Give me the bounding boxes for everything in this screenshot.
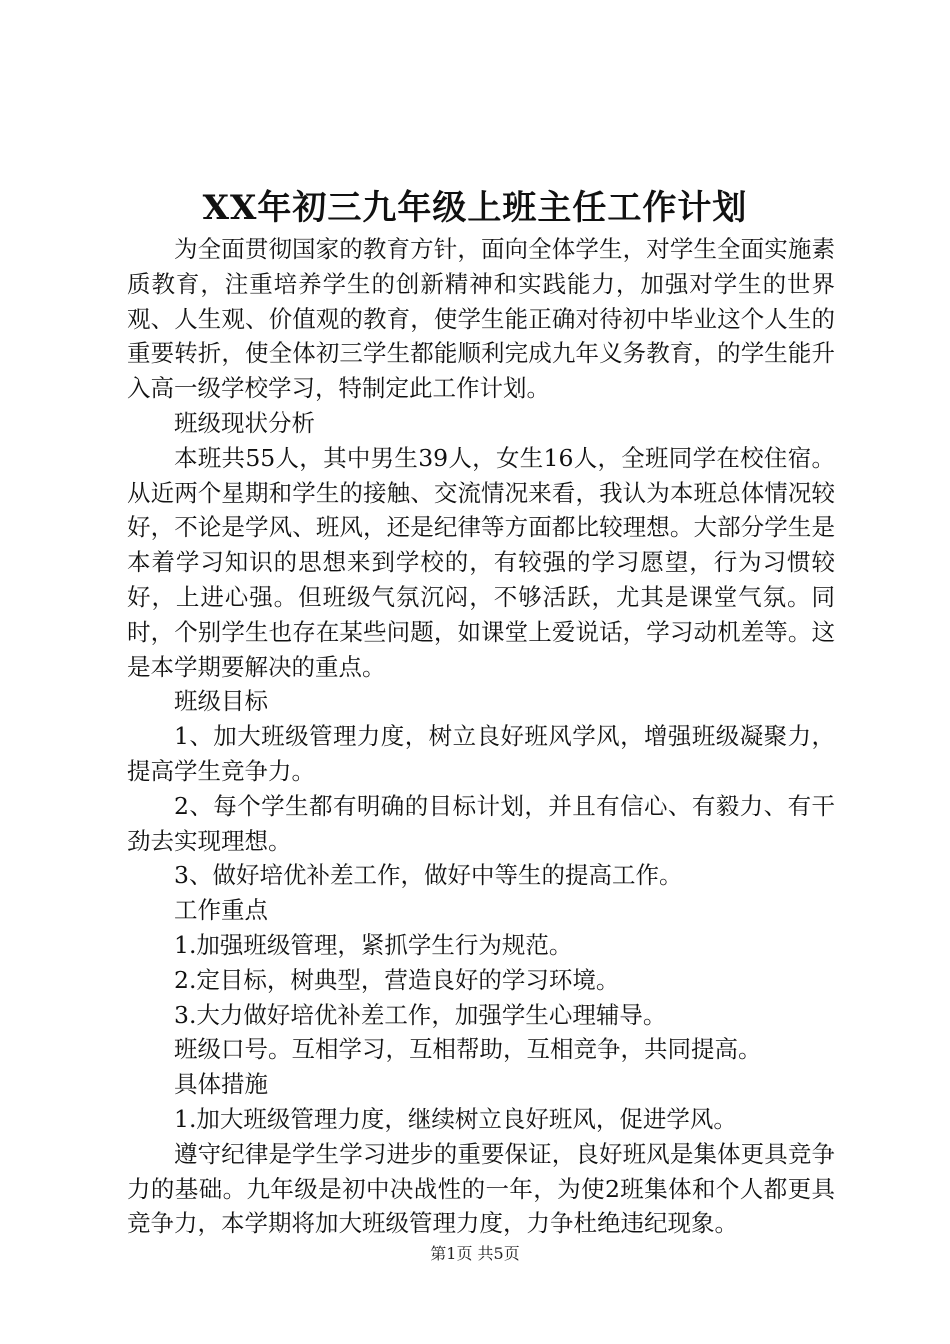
heading-work-focus: 工作重点 <box>174 896 268 925</box>
paragraph-class-status: 本班共55人，其中男生39人，女生16人，全班同学在校住宿。从近两个星期和学生的接触、交流情况来看，我认为本班总体情况较好，不论是学风、班风，还是纪律等方面都比较理想。大部分学生是本着学习知识的思想来到学校的，有较强的学习愿望，行为习惯较好，上进心强。但班级气氛沉闷，不够活跃，尤其是课堂气氛。同时，个别学生也存在某些问题，如课堂上爱说话，学习动机差等。这是本学期要解决的重点。 <box>127 443 835 681</box>
document-body <box>127 232 835 1241</box>
goal-item-1: 1、加大班级管理力度，树立良好班风学风，增强班级凝聚力，提高学生竞争力。 <box>127 722 835 785</box>
heading-class-status: 班级现状分析 <box>174 408 315 437</box>
paragraph-intro: 为全面贯彻国家的教育方针，面向全体学生，对学生全面实施素质教育，注重培养学生的创新精神和实践能力，加强对学生的世界观、人生观、价值观的教育，使学生能正确对待初中毕业这个人生的重要转折，使全体初三学生都能顺利完成九年义务教育，的学生能升入高一级学校学习，特制定此工作计划。 <box>127 235 835 403</box>
class-slogan: 班级口号。互相学习，互相帮助，互相竞争，共同提高。 <box>174 1035 762 1064</box>
focus-item-1: 1.加强班级管理，紧抓学生行为规范。 <box>174 930 573 959</box>
goal-item-2: 2、每个学生都有明确的目标计划，并且有信心、有毅力、有干劲去实现理想。 <box>127 791 835 855</box>
paragraph-discipline: 遵守纪律是学生学习进步的重要保证，良好班风是集体更具竞争力的基础。九年级是初中决战性的一年，为使2班集体和个人都更具竞争力，本学期将加大班级管理力度，力争杜绝违纪现象。 <box>127 1139 835 1238</box>
heading-measures: 具体措施 <box>174 1070 268 1099</box>
page-footer <box>0 1242 950 1266</box>
focus-item-3: 3.大力做好培优补差工作，加强学生心理辅导。 <box>174 1000 667 1029</box>
goal-item-3: 3、做好培优补差工作，做好中等生的提高工作。 <box>174 861 683 890</box>
heading-class-goals: 班级目标 <box>174 687 268 716</box>
document-title: XX年初三九年级上班主任工作计划 <box>202 188 748 228</box>
page-number-label: 第1页 共5页 <box>430 1244 520 1263</box>
focus-item-2: 2.定目标，树典型，营造良好的学习环境。 <box>174 965 620 994</box>
measure-item-1: 1.加大班级管理力度，继续树立良好班风，促进学风。 <box>174 1104 737 1133</box>
